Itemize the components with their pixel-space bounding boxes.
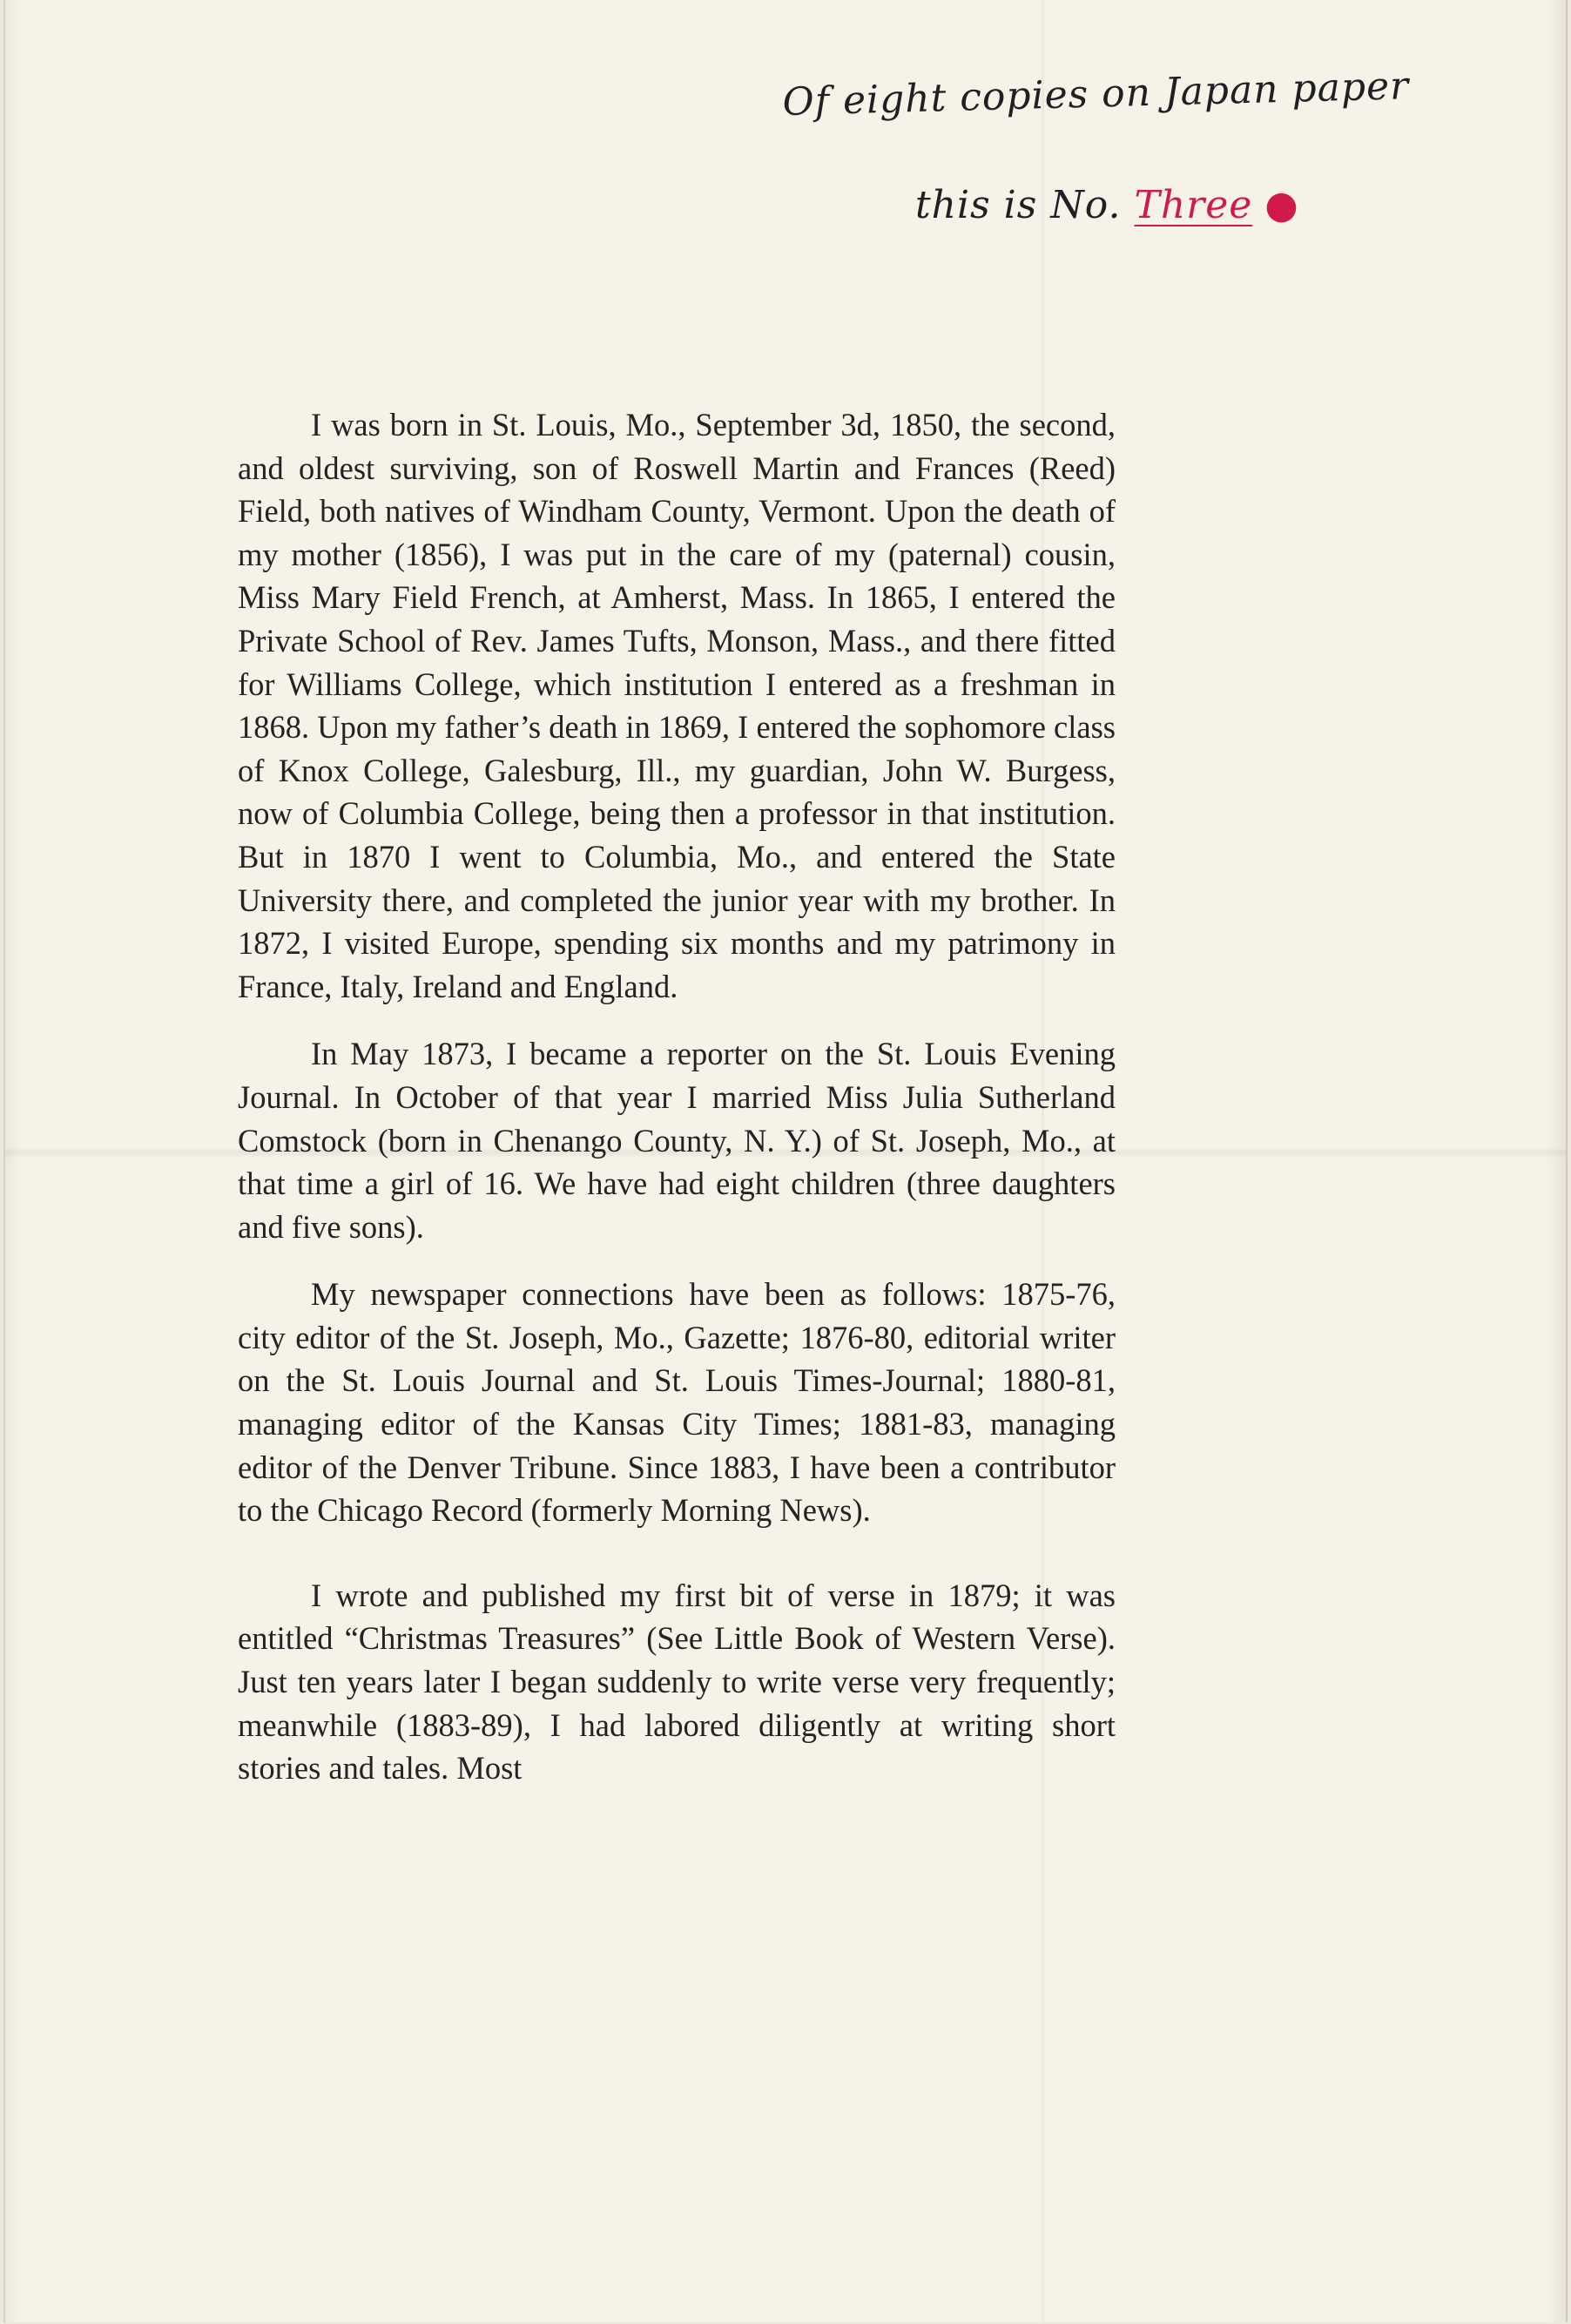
red-ink-dot: ● — [1264, 183, 1299, 227]
paper-sheet — [3, 0, 1568, 2322]
paragraph-verse-writing: I wrote and published my first bit of verse in 1879; it was entitled “Christmas Treasures” (See Little Book of Western Verse). Just ten years later I began suddenly to write verse very frequently; meanwhile (1883-89), I had labored diligently at writing short stories and tales. Most — [238, 1577, 1116, 1787]
handwritten-copy-number: Three — [1134, 183, 1253, 227]
paragraph-newspaper-career: My newspaper connections have been as follows: 1875-76, city editor of the St. Joseph, Mo., Gazette; 1876-80, editorial writer on the St. Louis Journal and St. Louis Times-Journal; 1880-81, managing editor of the Kansas City Times; 1881-83, managing editor of the Denver Tribune. Since 1883, I have been a contributor to the Chicago Record (formerly Morning News). — [238, 1276, 1116, 1529]
handwritten-note-prefix: this is No. — [915, 183, 1122, 227]
biography-text — [238, 403, 1116, 1790]
handwritten-note-line-1: Of eight copies on Japan paper — [782, 64, 1410, 125]
handwritten-note-line-2 — [915, 183, 1299, 227]
paragraph-marriage: In May 1873, I became a reporter on the St. Louis Evening Journal. In October of that year I married Miss Julia Sutherland Comstock (born in Chenango County, N. Y.) of St. Joseph, Mo., at that time a girl of 16. We have had eight children (three daughters and five sons). — [238, 1036, 1116, 1245]
paragraph-early-life: I was born in St. Louis, Mo., September 3d, 1850, the second, and oldest surviving, son of Roswell Martin and Frances (Reed) Field, both natives of Windham County, Vermont. Upon the death of my mother (1856), I was put in the care of my (paternal) cousin, Miss Mary Field French, at Amherst, Mass. In 1865, I entered the Private School of Rev. James Tufts, Monson, Mass., and there fitted for Williams College, which institution I entered as a freshman in 1868. Upon my father’s death in 1869, I entered the sophomore class of Knox College, Galesburg, Ill., my guardian, John W. Burgess, now of Columbia College, being then a professor in that institution. But in 1870 I went to Columbia, Mo., and entered the State University there, and completed the junior year with my brother. In 1872, I visited Europe, spending six months and my patrimony in France, Italy, Ireland and England. — [238, 407, 1116, 1004]
